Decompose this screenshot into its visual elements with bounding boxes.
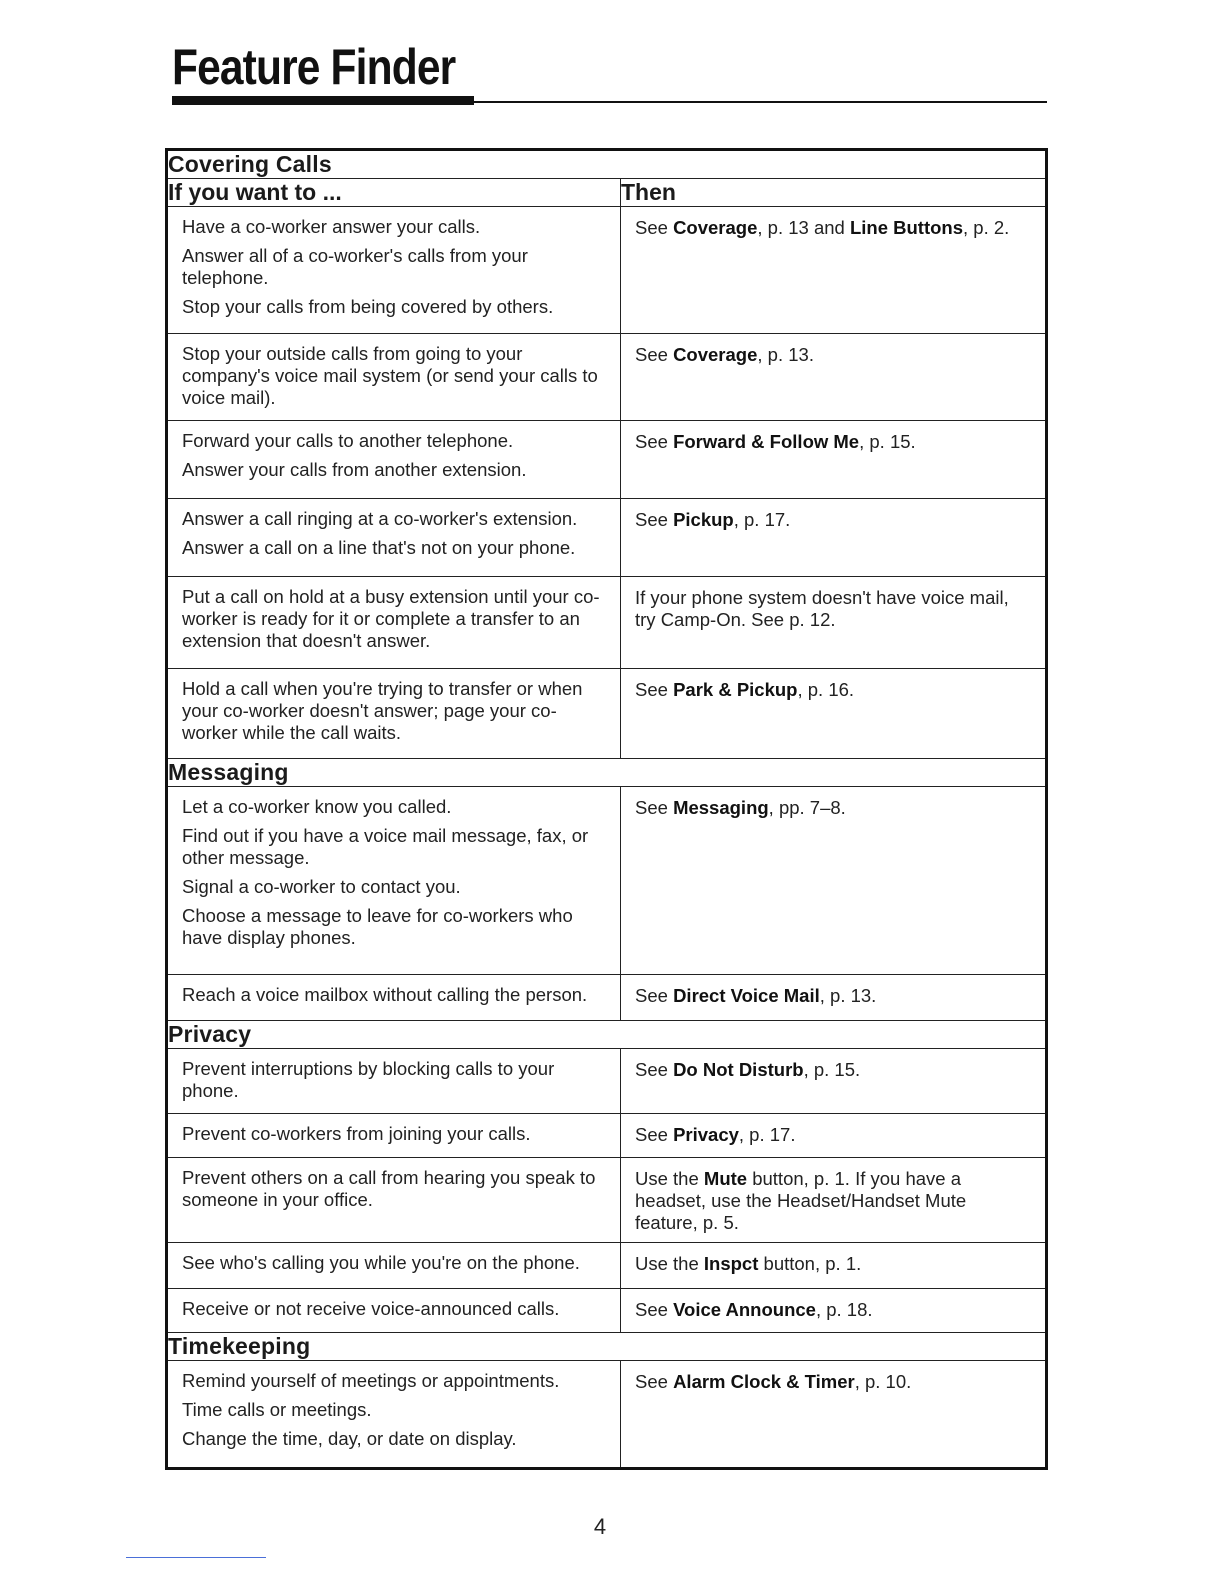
action-text: Receive or not receive voice-announced calls. (182, 1298, 560, 1319)
action-text: Answer a call ringing at a co-worker's extension. (182, 508, 578, 529)
feature-finder-table (165, 148, 1048, 1470)
if-you-want-to-cell (167, 1361, 621, 1469)
then-text (621, 334, 1045, 374)
then-fragment: , p. 15. (859, 431, 916, 452)
then-fragment: , p. 13. (757, 344, 814, 365)
then-text (621, 499, 1045, 539)
then-fragment: See (635, 679, 674, 700)
action-text: Signal a co-worker to contact you. (182, 876, 461, 897)
then-cell (621, 975, 1047, 1021)
then-fragment: , p. 10. (854, 1371, 912, 1392)
if-you-want-to-cell (167, 207, 621, 334)
if-you-want-to-cell (167, 577, 621, 669)
then-fragment: See (635, 1299, 674, 1320)
action-text: Remind yourself of meetings or appointments. (182, 1370, 560, 1391)
then-text (621, 1158, 1045, 1242)
action-text: See who's calling you while you're on the phone. (182, 1252, 580, 1273)
then-fragment: , p. 2. (963, 217, 1010, 238)
then-cell (621, 1158, 1047, 1243)
action-text: Prevent others on a call from hearing you speak to someone in your office. (182, 1167, 596, 1210)
then-cell (621, 787, 1047, 975)
then-cell (621, 421, 1047, 499)
page-number: 4 (593, 1514, 607, 1539)
then-fragment: button, p. 1. If you have a headset, use the Headset/Handset Mute feature, p. 5. (635, 1168, 967, 1233)
then-fragment: Use the (635, 1168, 704, 1189)
then-cell (621, 1289, 1047, 1333)
action-text: Let a co-worker know you called. (182, 796, 452, 817)
feature-reference: Line Buttons (849, 217, 964, 238)
feature-reference: Pickup (673, 509, 734, 530)
then-text (621, 1289, 1045, 1329)
table-row (167, 1114, 1047, 1158)
feature-reference: Alarm Clock & Timer (673, 1371, 855, 1392)
table-row (167, 1158, 1047, 1243)
action-text: Put a call on hold at a busy extension until your co-worker is ready for it or complete a transfer to an extension that doesn't answer. (182, 586, 600, 651)
table-row (167, 577, 1047, 669)
table-row (167, 975, 1047, 1021)
feature-reference: Direct Voice Mail (673, 985, 820, 1006)
feature-reference: Forward & Follow Me (673, 431, 860, 452)
action-text: Prevent co-workers from joining your calls. (182, 1123, 531, 1144)
table-row (167, 1049, 1047, 1114)
then-text (621, 1361, 1045, 1401)
if-you-want-to-cell (167, 1049, 621, 1114)
section-header-messaging (167, 759, 1047, 787)
column-header-if-you-want-to: If you want to ... (167, 179, 621, 207)
section-title: Covering Calls (167, 150, 1047, 179)
column-header-row (167, 179, 1047, 207)
if-you-want-to-cell (167, 669, 621, 759)
section-header-privacy (167, 1021, 1047, 1049)
action-text: Find out if you have a voice mail message, fax, or other message. (182, 825, 589, 868)
section-header-timekeeping (167, 1333, 1047, 1361)
section-title: Timekeeping (167, 1333, 1047, 1361)
table-row (167, 1289, 1047, 1333)
if-you-want-to-cell (167, 334, 621, 421)
if-you-want-to-cell (167, 975, 621, 1021)
action-text: Hold a call when you're trying to transfer or when your co-worker doesn't answer; page your co-worker while the call waits. (182, 678, 583, 743)
then-fragment: , p. 17. (733, 509, 791, 530)
then-text (621, 1049, 1045, 1089)
action-text: Answer all of a co-worker's calls from your telephone. (182, 245, 528, 288)
action-text: Time calls or meetings. (182, 1399, 372, 1420)
then-fragment: , p. 13 and (757, 217, 850, 238)
then-cell (621, 1361, 1047, 1469)
then-fragment: See (635, 217, 674, 238)
feature-reference: Coverage (673, 344, 758, 365)
section-title: Messaging (167, 759, 1047, 787)
then-fragment: See (635, 1124, 674, 1145)
then-cell (621, 499, 1047, 577)
then-fragment: button, p. 1. (758, 1253, 862, 1274)
then-text (621, 421, 1045, 461)
then-cell (621, 1114, 1047, 1158)
if-you-want-to-cell (167, 1243, 621, 1289)
feature-reference: Park & Pickup (673, 679, 798, 700)
table-row (167, 421, 1047, 499)
if-you-want-to-cell (167, 421, 621, 499)
if-you-want-to-cell (167, 1158, 621, 1243)
section-title: Privacy (167, 1021, 1047, 1049)
feature-reference: Inspct (703, 1253, 759, 1274)
then-text (621, 207, 1045, 247)
action-text: Answer your calls from another extension. (182, 459, 527, 480)
if-you-want-to-cell (167, 1289, 621, 1333)
then-cell (621, 669, 1047, 759)
action-text: Reach a voice mailbox without calling the person. (182, 984, 588, 1005)
action-text: Choose a message to leave for co-workers who have display phones. (182, 905, 573, 948)
then-text (621, 975, 1045, 1015)
then-fragment: , p. 17. (738, 1124, 796, 1145)
action-text: Prevent interruptions by blocking calls to your phone. (182, 1058, 555, 1101)
table-row (167, 669, 1047, 759)
column-header-then: Then (621, 179, 1047, 207)
footer-rule (126, 1557, 266, 1558)
feature-reference: Voice Announce (673, 1299, 816, 1320)
section-header-covering-calls (167, 150, 1047, 179)
action-text: Stop your outside calls from going to your company's voice mail system (or send your calls to voice mail). (182, 343, 598, 408)
if-you-want-to-cell (167, 1114, 621, 1158)
then-text (621, 669, 1045, 709)
then-cell (621, 577, 1047, 669)
feature-reference: Privacy (673, 1124, 739, 1145)
then-cell (621, 1243, 1047, 1289)
then-fragment: See (635, 1059, 674, 1080)
title-rule-thin (474, 101, 1047, 103)
then-fragment: See (635, 1371, 674, 1392)
feature-reference: Messaging (673, 797, 769, 818)
feature-reference: Coverage (673, 217, 758, 238)
then-fragment: , p. 18. (815, 1299, 873, 1320)
table-row (167, 787, 1047, 975)
then-text (621, 577, 1045, 639)
if-you-want-to-cell (167, 499, 621, 577)
table-row (167, 207, 1047, 334)
then-text (621, 787, 1045, 827)
then-fragment: See (635, 985, 674, 1006)
action-text: Change the time, day, or date on display. (182, 1428, 517, 1449)
action-text: Have a co-worker answer your calls. (182, 216, 481, 237)
then-fragment: , p. 16. (797, 679, 855, 700)
page-title: Feature Finder (172, 39, 456, 95)
action-text: Stop your calls from being covered by others. (182, 296, 554, 317)
feature-reference: Mute (703, 1168, 748, 1189)
action-text: Forward your calls to another telephone. (182, 430, 514, 451)
then-fragment: Use the (635, 1253, 704, 1274)
then-fragment: See (635, 797, 674, 818)
table-row (167, 1243, 1047, 1289)
then-fragment: If your phone system doesn't have voice mail, try Camp-On. See p. 12. (635, 587, 1009, 630)
feature-reference: Do Not Disturb (673, 1059, 804, 1080)
then-text (621, 1114, 1045, 1154)
title-rule-thick (172, 96, 474, 105)
then-cell (621, 207, 1047, 334)
action-text: Answer a call on a line that's not on your phone. (182, 537, 576, 558)
then-fragment: See (635, 509, 674, 530)
then-fragment: , pp. 7–8. (768, 797, 846, 818)
table-row (167, 499, 1047, 577)
then-fragment: , p. 13. (819, 985, 877, 1006)
then-cell (621, 1049, 1047, 1114)
then-fragment: See (635, 344, 674, 365)
then-fragment: See (635, 431, 674, 452)
table-row (167, 334, 1047, 421)
table-row (167, 1361, 1047, 1469)
if-you-want-to-cell (167, 787, 621, 975)
then-cell (621, 334, 1047, 421)
then-fragment: , p. 15. (803, 1059, 861, 1080)
then-text (621, 1243, 1045, 1283)
